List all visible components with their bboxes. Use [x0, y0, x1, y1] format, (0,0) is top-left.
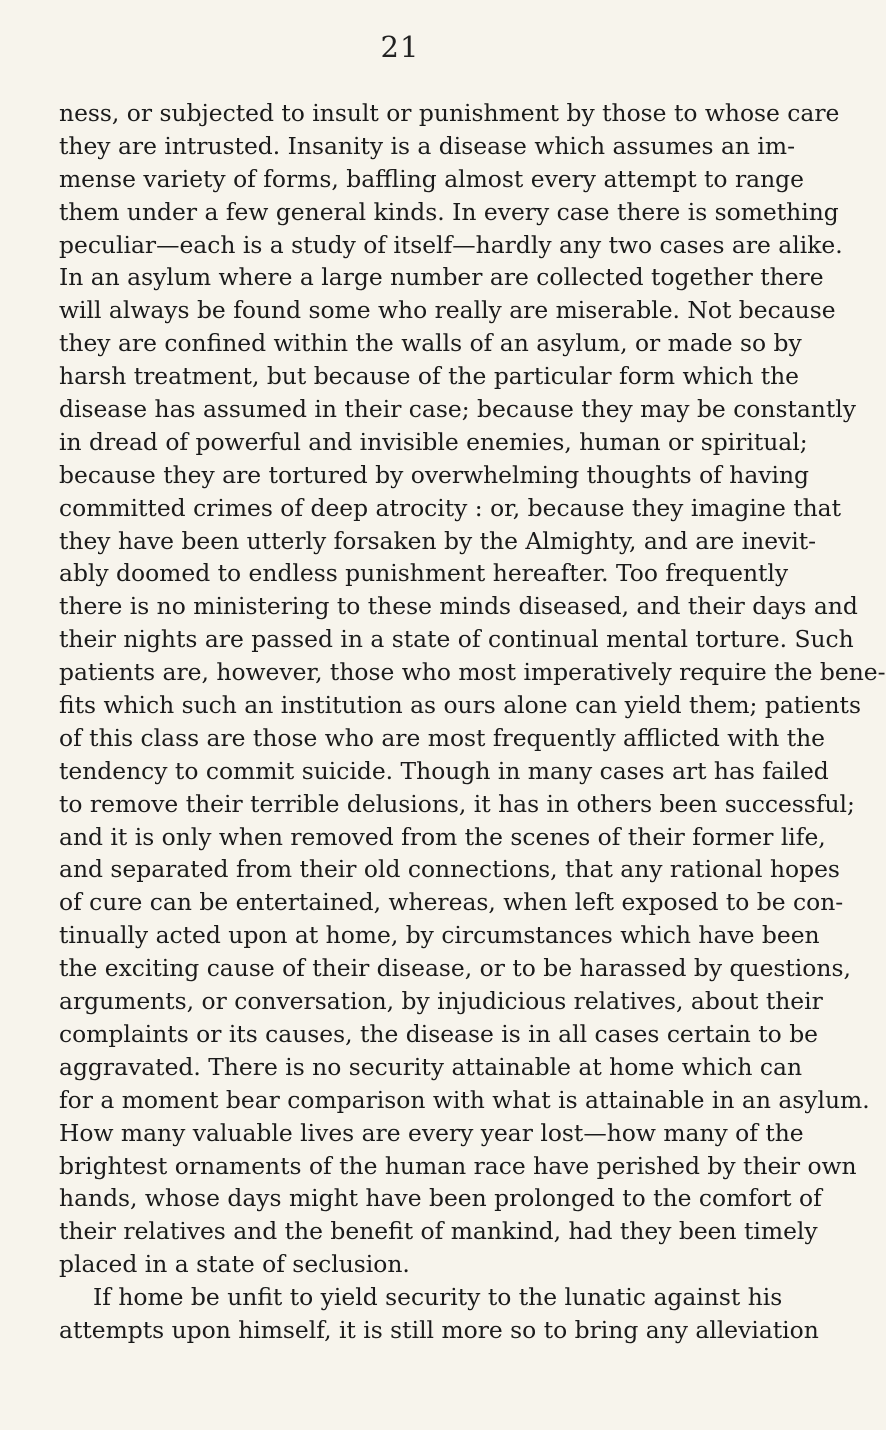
text-line: harsh treatment, but because of the particular form which the	[59, 362, 800, 391]
text-line: fits which such an institution as ours alone can yield them; patients	[59, 691, 861, 720]
text-line: will always be found some who really are miserable. Not because	[59, 296, 836, 325]
text-line: for a moment bear comparison with what is attainable in an asylum.	[59, 1085, 870, 1114]
paragraph-start-line: If home be unfit to yield security to the lunatic against his	[93, 1283, 783, 1312]
text-line: attempts upon himself, it is still more so to bring any alleviation	[59, 1315, 819, 1344]
text-line: tendency to commit suicide. Though in many cases art has failed	[59, 756, 829, 785]
text-line: mense variety of forms, baffling almost every attempt to range	[59, 164, 804, 193]
text-line: ness, or subjected to insult or punishment by those to whose care	[59, 99, 840, 127]
text-line: and separated from their old connections, that any rational hopes	[59, 855, 840, 884]
text-line: the exciting cause of their disease, or to be harassed by questions,	[59, 954, 851, 983]
text-line: of cure can be entertained, whereas, when left exposed to be con-	[59, 888, 844, 917]
text-line: tinually acted upon at home, by circumstances which have been	[59, 921, 820, 950]
body-text	[59, 97, 886, 1347]
text-line: in dread of powerful and invisible enemies, human or spiritual;	[59, 427, 808, 456]
text-line: they are intrusted. Insanity is a disease which assumes an im-	[59, 131, 795, 160]
text-line: committed crimes of deep atrocity : or, because they imagine that	[59, 493, 842, 522]
text-line: arguments, or conversation, by injudicious relatives, about their	[59, 987, 823, 1016]
text-line: hands, whose days might have been prolonged to the comfort of	[59, 1184, 822, 1213]
text-line: disease has assumed in their case; because they may be constantly	[59, 395, 856, 424]
text-line: they are confined within the walls of an asylum, or made so by	[59, 329, 802, 358]
paragraph-end-line: placed in a state of seclusion.	[59, 1250, 410, 1279]
text-line: of this class are those who are most frequently afflicted with the	[59, 723, 826, 752]
text-line: and it is only when removed from the scenes of their former life,	[59, 822, 826, 851]
text-line: they have been utterly forsaken by the Almighty, and are inevit-	[59, 526, 817, 555]
text-line: there is no ministering to these minds diseased, and their days and	[59, 592, 858, 621]
text-line: because they are tortured by overwhelming thoughts of having	[59, 460, 810, 489]
text-line: peculiar—each is a study of itself—hardly any two cases are alike.	[59, 230, 843, 259]
text-line: their relatives and the benefit of mankind, had they been timely	[59, 1217, 818, 1246]
text-line: ably doomed to endless punishment hereafter. Too frequently	[59, 559, 789, 588]
text-line: patients are, however, those who most imperatively require the bene-	[59, 658, 886, 687]
text-line: aggravated. There is no security attainable at home which can	[59, 1052, 803, 1081]
text-line: complaints or its causes, the disease is in all cases certain to be	[59, 1019, 819, 1048]
text-line: to remove their terrible delusions, it has in others been successful;	[59, 789, 855, 818]
page-number: 21	[380, 30, 420, 64]
text-line: brightest ornaments of the human race have perished by their own	[59, 1151, 857, 1180]
text-line: them under a few general kinds. In every case there is something	[59, 197, 839, 226]
text-line: their nights are passed in a state of continual mental torture. Such	[59, 625, 854, 654]
text-line: How many valuable lives are every year lost—how many of the	[59, 1118, 804, 1147]
text-line: In an asylum where a large number are collected together there	[59, 263, 824, 292]
